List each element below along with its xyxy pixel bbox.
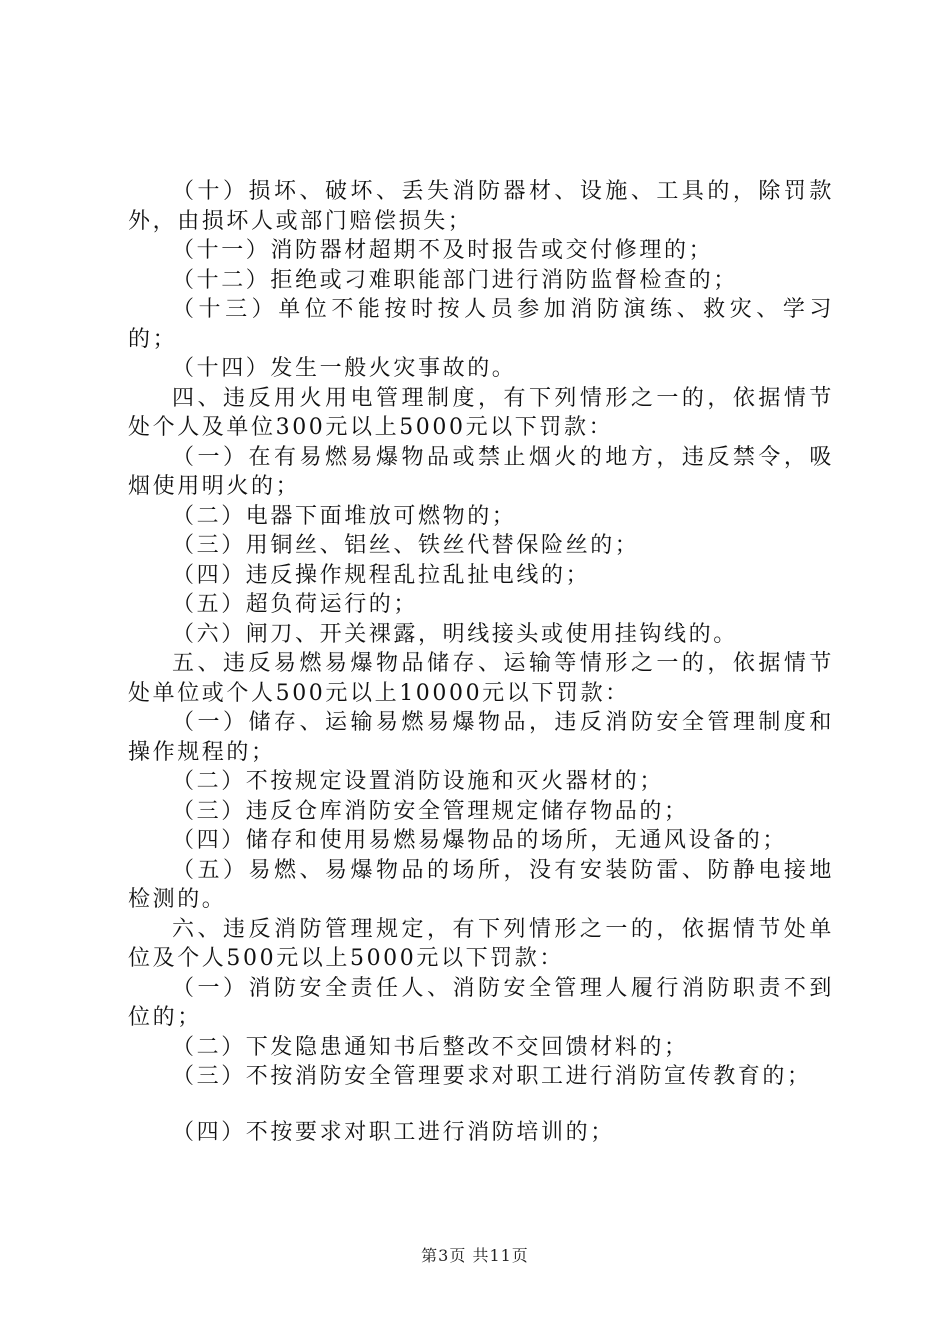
paragraph-4-3: （三）用铜丝、铝丝、铁丝代替保险丝的； (172, 533, 640, 558)
page-number-footer: 第3页 共11页 (421, 1246, 529, 1265)
paragraph-item-13: （十三）单位不能按时按人员参加消防演练、救灾、学习的； (128, 297, 834, 352)
paragraph-spacer (128, 1092, 834, 1118)
paragraph-6-4: （四）不按要求对职工进行消防培训的； (172, 1119, 615, 1145)
paragraph-item-12: （十二）拒绝或刁难职能部门进行消防监督检查的； (172, 267, 738, 293)
section-heading-5: 五、违反易燃易爆物品储存、运输等情形之一的，依据情节处单位或个人500元以上10000元以下罚款： (128, 651, 834, 706)
paragraph-4-5: （五）超负荷运行的； (172, 592, 419, 617)
paragraph-6-2: （二）下发隐患通知书后整改不交回馈材料的； (172, 1034, 689, 1060)
paragraph-5-3: （三）违反仓库消防安全管理规定储存物品的； (172, 798, 689, 824)
section-heading-4: 四、违反用火用电管理制度，有下列情形之一的，依据情节处个人及单位300元以上5000元以下罚款： (128, 385, 834, 440)
paragraph-5-1: （一）储存、运输易燃易爆物品，违反消防安全管理制度和操作规程的； (128, 710, 834, 765)
paragraph-6-3: （三）不按消防安全管理要求对职工进行消防宣传教育的； (172, 1064, 812, 1089)
paragraph-4-4: （四）违反操作规程乱拉乱扯电线的； (172, 562, 591, 588)
paragraph-5-4: （四）储存和使用易燃易爆物品的场所，无通风设备的； (172, 828, 788, 853)
paragraph-5-2: （二）不按规定设置消防设施和灭火器材的； (172, 769, 665, 794)
section-heading-6: 六、违反消防管理规定，有下列情形之一的，依据情节处单位及个人500元以上5000元以下罚款： (128, 916, 834, 971)
paragraph-4-1: （一）在有易燃易爆物品或禁止烟火的地方，违反禁令，吸烟使用明火的； (128, 444, 834, 499)
paragraph-item-10: （十）损坏、破坏、丢失消防器材、设施、工具的，除罚款外，由损坏人或部门赔偿损失； (128, 179, 834, 234)
paragraph-item-14: （十四）发生一般火灾事故的。 (172, 356, 517, 381)
paragraph-5-5: （五）易燃、易爆物品的场所，没有安装防雷、防静电接地检测的。 (128, 857, 834, 912)
paragraph-item-11: （十一）消防器材超期不及时报告或交付修理的； (172, 238, 714, 263)
document-body (128, 177, 834, 1147)
paragraph-4-2: （二）电器下面堆放可燃物的； (172, 503, 517, 529)
paragraph-4-6: （六）闸刀、开关裸露，明线接头或使用挂钩线的。 (172, 621, 738, 647)
paragraph-6-1: （一）消防安全责任人、消防安全管理人履行消防职责不到位的； (128, 975, 834, 1030)
